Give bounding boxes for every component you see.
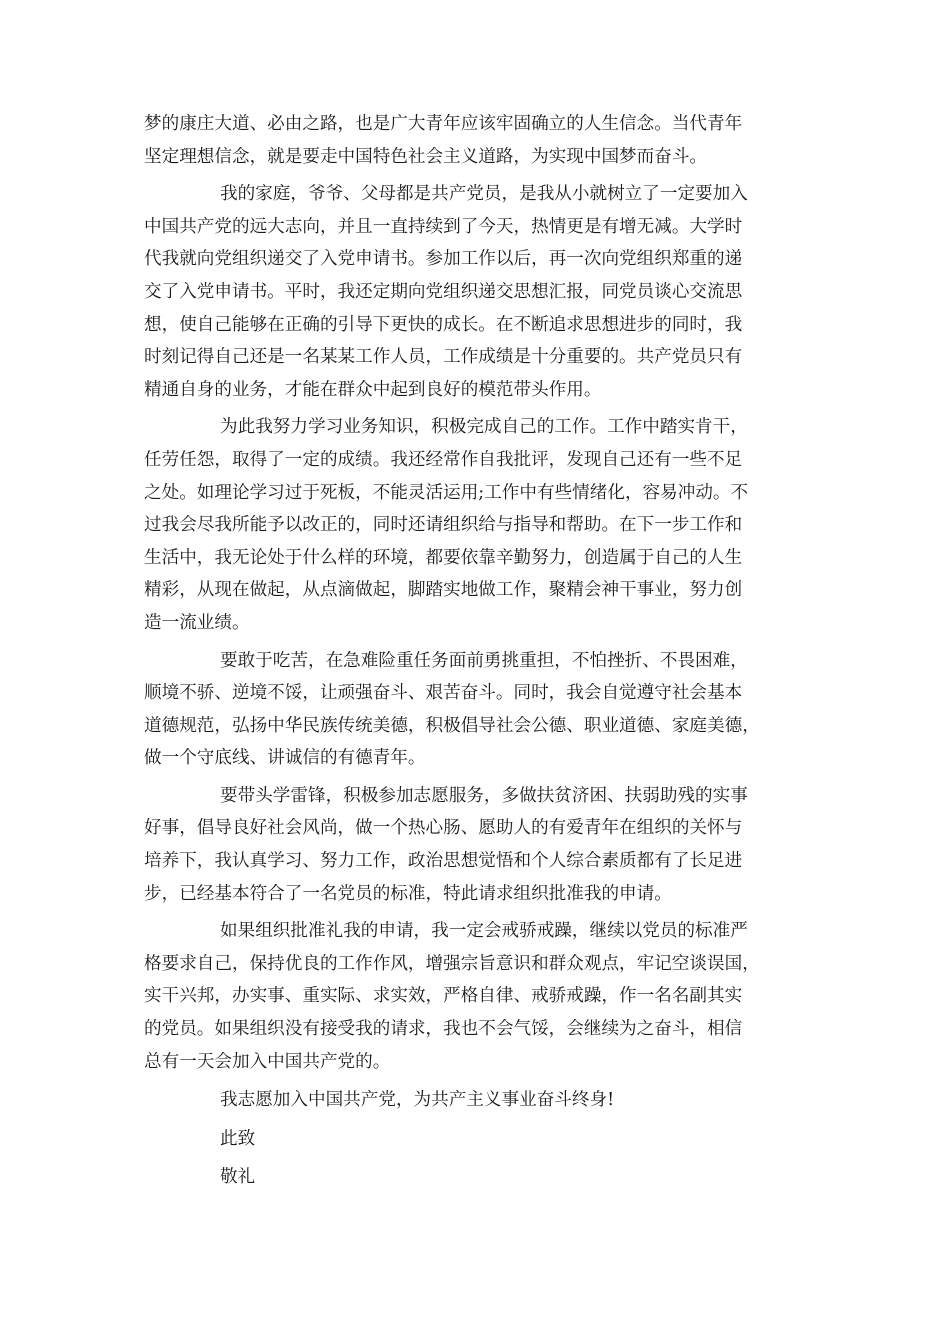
text-line: 精通自身的业务，才能在群众中起到良好的模范带头作用。 — [144, 379, 602, 400]
document-body — [144, 108, 804, 1194]
text-line: 实干兴邦，办实事、重实际、求实效，严格自律、戒骄戒躁，作一名名副其实 — [144, 986, 743, 1007]
text-line: 想，使自己能够在正确的引导下更快的成长。在不断追求思想进步的同时，我 — [144, 314, 743, 335]
text-line: 道德规范，弘扬中华民族传统美德，积极倡导社会公德、职业道德、家庭美德， — [144, 715, 760, 736]
text-line-first: 为此我努力学习业务知识，积极完成自己的工作。工作中踏实肯干， — [220, 417, 748, 438]
paragraph-1 — [144, 108, 804, 173]
text-line: 总有一天会加入中国共产党的。 — [144, 1051, 391, 1072]
text-line: 代我就向党组织递交了入党申请书。参加工作以后，再一次向党组织郑重的递 — [144, 249, 743, 270]
text-line: 做一个守底线、讲诚信的有德青年。 — [144, 748, 426, 769]
paragraph-3 — [144, 411, 804, 639]
paragraph-4 — [144, 645, 804, 775]
closing-block — [144, 1084, 804, 1194]
text-line: 的党员。如果组织没有接受我的请求，我也不会气馁，会继续为之奋斗，相信 — [144, 1019, 743, 1040]
closing-regards: 敬礼 — [220, 1167, 256, 1188]
text-line: 坚定理想信念，就是要走中国特色社会主义道路，为实现中国梦而奋斗。 — [144, 146, 708, 167]
text-line: 生活中，我无论处于什么样的环境，都要依靠辛勤努力，创造属于自己的人生 — [144, 547, 743, 568]
text-line: 步，已经基本符合了一名党员的标准，特此请求组织批准我的申请。 — [144, 883, 672, 904]
paragraph-2 — [144, 178, 804, 406]
text-line: 过我会尽我所能予以改正的，同时还请组织给与指导和帮助。在下一步工作和 — [144, 515, 743, 536]
text-line: 梦的康庄大道、必由之路，也是广大青年应该牢固确立的人生信念。当代青年 — [144, 114, 743, 134]
text-line: 培养下，我认真学习、努力工作，政治思想觉悟和个人综合素质都有了长足进 — [144, 851, 743, 872]
closing-salutation: 此致 — [220, 1128, 256, 1149]
text-line-first: 要敢于吃苦，在急难险重任务面前勇挑重担，不怕挫折、不畏困难， — [220, 650, 748, 671]
text-line-first: 我的家庭，爷爷、父母都是共产党员，是我从小就树立了一定要加入 — [220, 184, 748, 205]
text-line: 任劳任怨，取得了一定的成绩。我还经常作自我批评，发现自己还有一些不足 — [144, 449, 743, 470]
text-line-first: 如果组织批准礼我的申请，我一定会戒骄戒躁，继续以党员的标准严 — [220, 921, 748, 942]
text-line: 之处。如理论学习过于死板，不能灵活运用;工作中有些情绪化，容易冲动。不 — [144, 482, 749, 503]
text-line: 精彩，从现在做起，从点滴做起，脚踏实地做工作，聚精会神干事业，努力创 — [144, 580, 743, 601]
text-line: 顺境不骄、逆境不馁，让顽强奋斗、艰苦奋斗。同时，我会自觉遵守社会基本 — [144, 683, 743, 704]
text-line: 时刻记得自己还是一名某某工作人员，工作成绩是十分重要的。共产党员只有 — [144, 347, 743, 368]
text-line: 好事，倡导良好社会风尚，做一个热心肠、愿助人的有爱青年在组织的关怀与 — [144, 818, 743, 839]
text-line-first: 要带头学雷锋，积极参加志愿服务，多做扶贫济困、扶弱助残的实事 — [220, 785, 748, 806]
paragraph-5 — [144, 780, 804, 910]
text-line: 中国共产党的远大志向，并且一直持续到了今天，热情更是有增无减。大学时 — [144, 216, 743, 237]
closing-pledge: 我志愿加入中国共产党，为共产主义事业奋斗终身! — [220, 1090, 615, 1111]
paragraph-6 — [144, 915, 804, 1078]
text-line: 格要求自己，保持优良的工作作风，增强宗旨意识和群众观点，牢记空谈误国， — [144, 953, 760, 974]
text-line: 造一流业绩。 — [144, 612, 250, 633]
text-line: 交了入党申请书。平时，我还定期向党组织递交思想汇报，同党员谈心交流思 — [144, 281, 743, 302]
